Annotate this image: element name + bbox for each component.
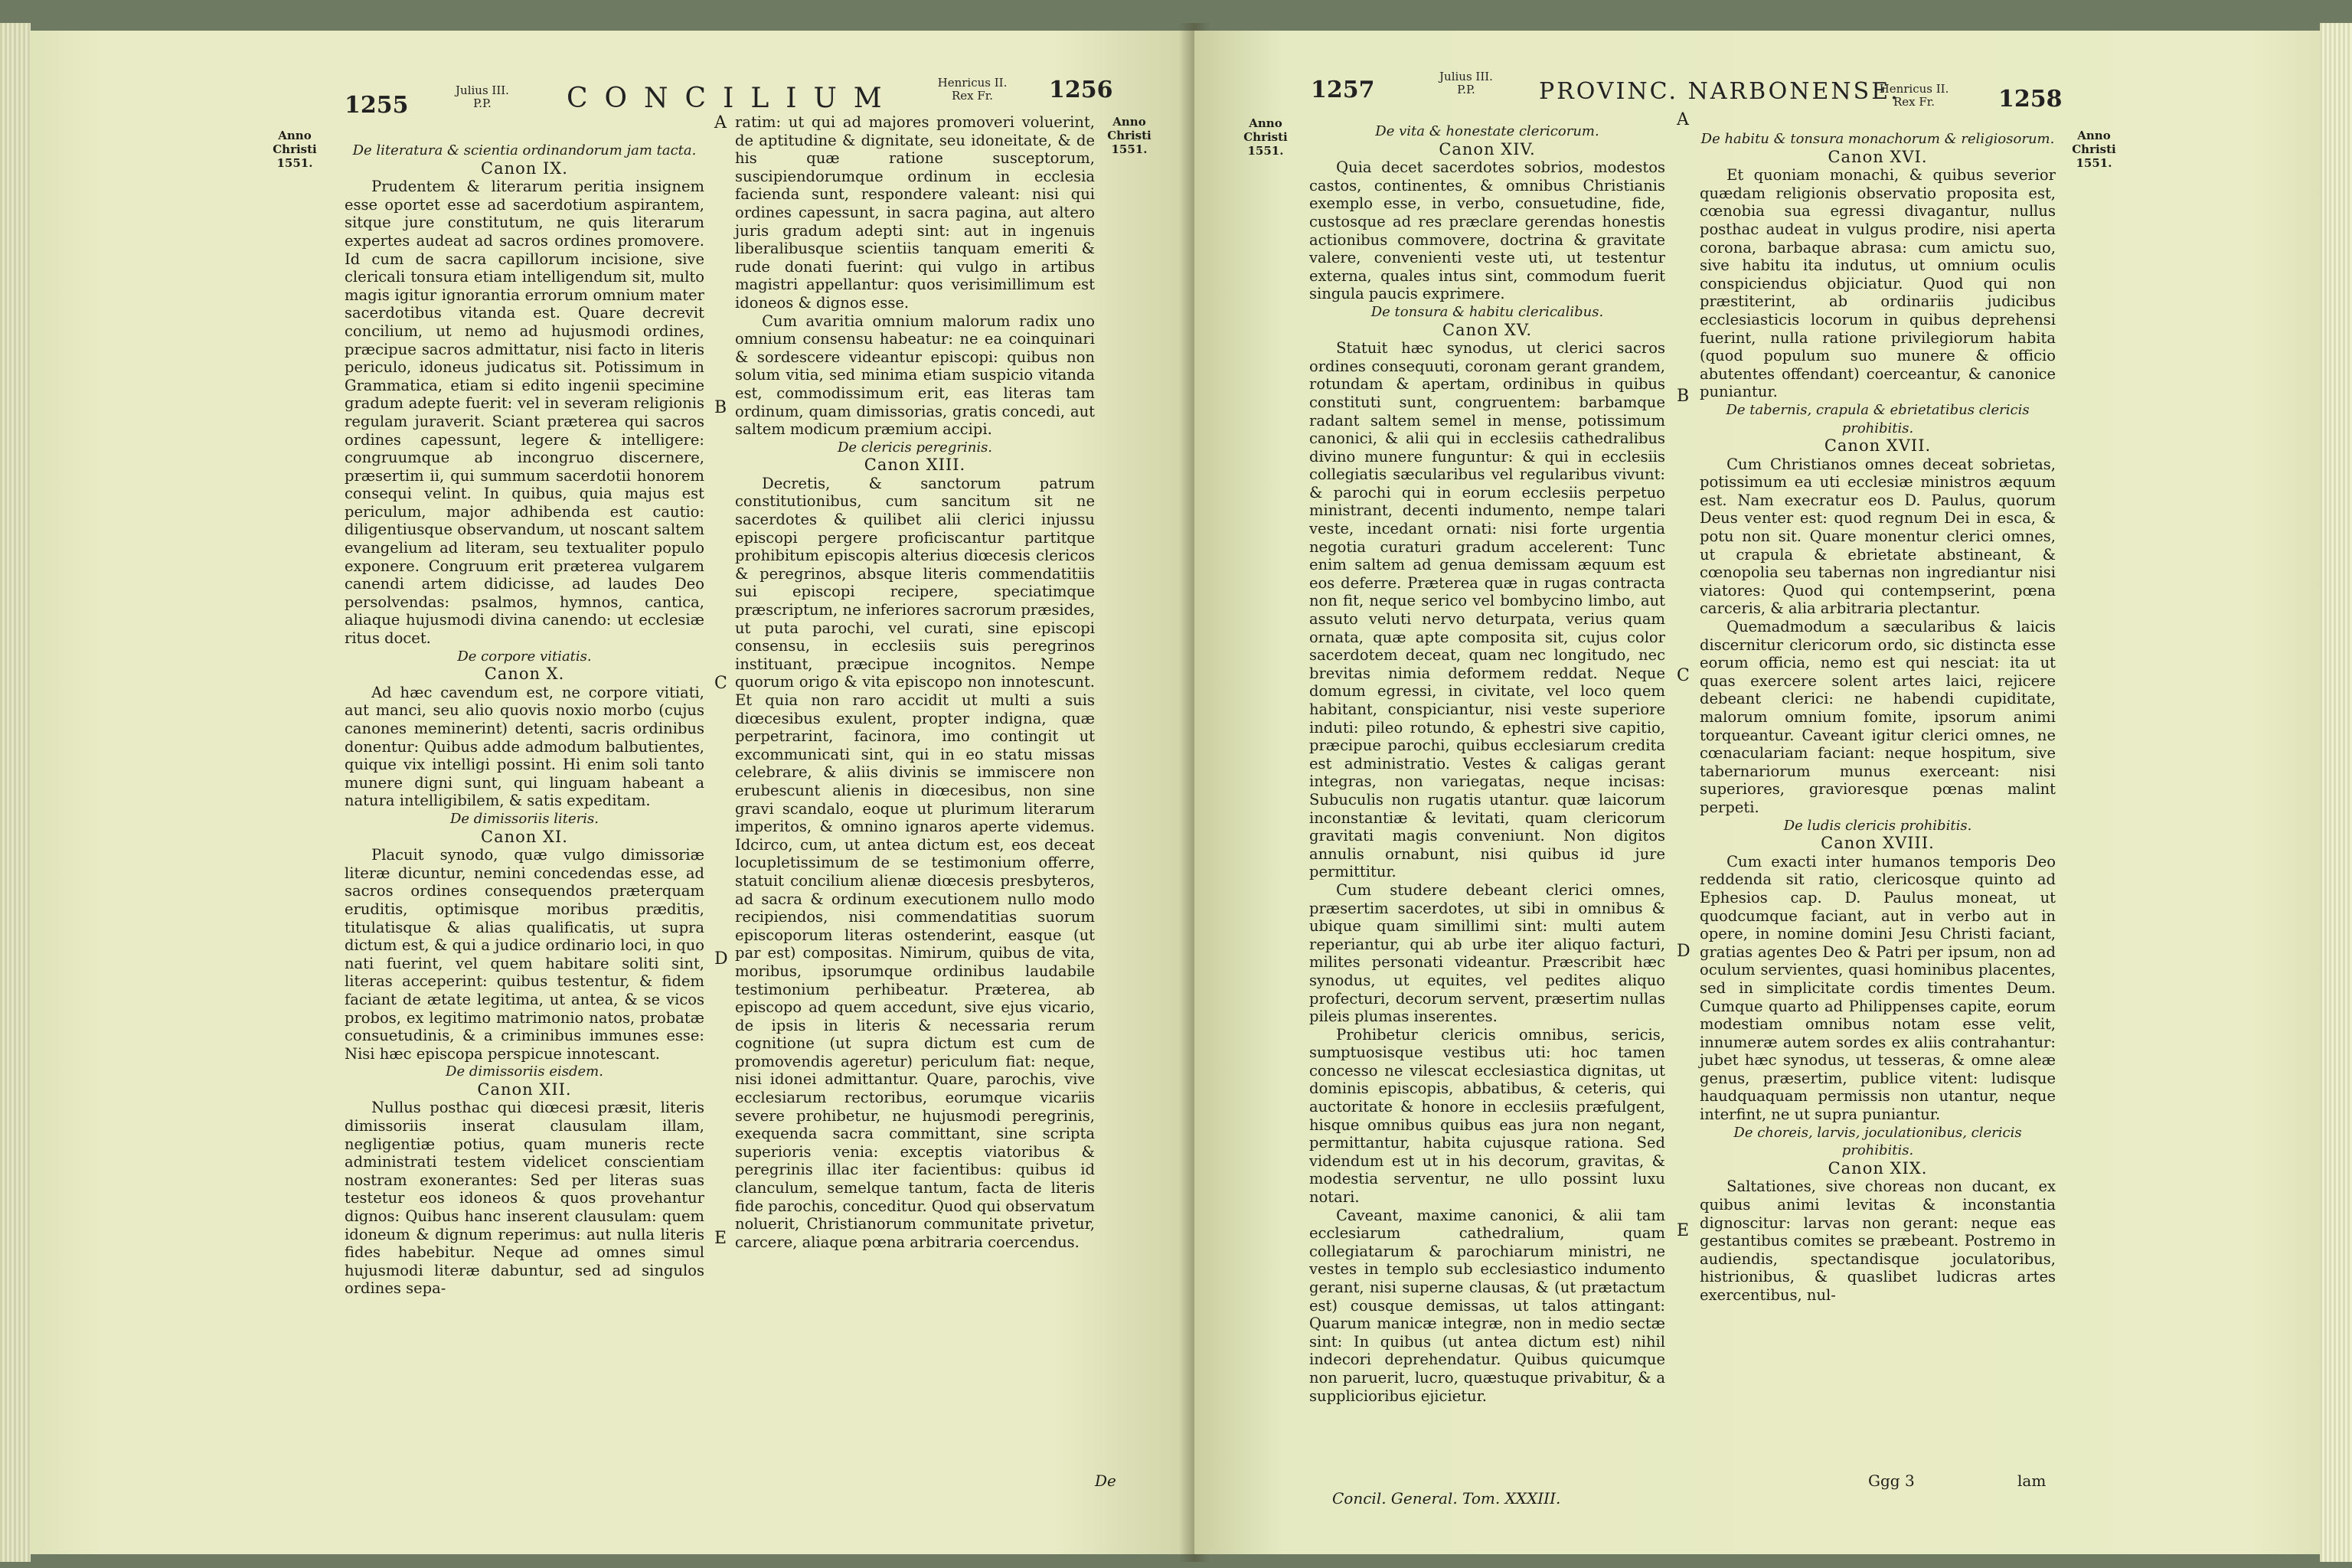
section-heading: De tonsura & habitu clericalibus. (1370, 303, 1604, 320)
paragraph: Prudentem & literarum peritia insignem esse oportet esse ad sacerdotium aspirantem, sitque jure constitutum, ne quis literarum expertes audeat ad sacros ordines promovere. Id cum de sacra capillorum incisione, sive clericali tonsura etiam intelligendum sit, multo magis igitur ignorantia errorum omnium mater sacerdotibus vitanda est. Quare decrevit concilium, ut nemo ad hujusmodi ordines, præcipue sacros admittatur, nisi facto in literis periculo, idoneus judicatus sit. Potissimum in Grammatica, etiam si edito ingenii specimine gradum adepte fuerit: vel in severam religionis regulam juraverit. Sciant præterea qui sacros ordines capessunt, legere & intelligere: congruumque ab incongruo discernere, præsertim ii, qui summum sacerdotii honorem consequi velint. In quibus, quia majus est periculum, major adhibenda est cautio: diligentiusque observandum, ut noscant saltem evangelium ad literam, seu textualiter populo exponere. Congruum erit præterea vulgarem canendi artem didicisse, ad laudes Deo persolvendas: psalmos, hymnos, cantica, aliaque hujusmodi divina canendo: ut ecclesiæ ritus docet. (345, 178, 704, 648)
canon-number: Canon XI. (481, 827, 568, 846)
signature-mark: Ggg 3 (1868, 1472, 1915, 1490)
running-title: CONCILIUM (567, 83, 899, 114)
right-page (1194, 31, 2320, 1554)
section-heading: De tabernis, crapula & ebrietatibus clericis prohibitis. (1726, 401, 2030, 436)
paragraph: Decretis, & sanctorum patrum constitutionibus, cum sancitum sit ne sacerdotes & quilibet alii clerici injussu episcopi pergere proficiscantur partitque prohibitum episcopis alterius diœcesis clericos & peregrinos, absque literis commendatitiis sui episcopi recipere, speciatimque præscriptum, ne inferiores sacrorum præsides, ut puta parochi, vel curati, sine episcopi consensu, in ecclesiis suis peregrinos instituant, præcipue incognitos. Nempe quorum origo & vita episcopo non innotescunt. Et quia non raro accidit ut multi a suis diœcesibus exulent, propter indigna, quæ perpetrarint, facinora, imo contingit ut excommunicati sint, qui in eo statu missas celebrare, & aliis divinis se immiscere non erubescunt alienis in diœcesibus, non sine gravi scandalo, eoque ut plurimum literarum imperitos, & omnino ignaros aperte videmus. Idcirco, cum, ut antea dictum est, eos deceat locupletissimum de se testimonium offerre, statuit concilium alienæ diœcesis presbyteros, ad sacra & ordinum executionem nullo modo recipiendos, nisi commendatitias suorum episcoporum literas ostenderint, easque (ut par est) compositas. Nimirum, quibus de vita, moribus, ipsorumque ordinibus laudabile testimonium perhibeatur. Præterea, ab episcopo ad quem accedunt, sive ejus vicario, de ipsis in literis & necessaria rerum cognitione (ut supra dictum est cum de promovendis ageretur) periculum fiat: neque, nisi idonei admittantur. Quare, parochis, vive ecclesiarum rectoribus, eorumque vicariis severe prohibetur, ne hujusmodi peregrinis, exequenda sacra committant, sine scripta superioris venia: exceptis viatoribus & peregrinis illac iter facientibus: quibus id clanculum, semelque tantum, facta de literis fide parochis, conceditur. Quod qui observatum noluerit, Christianorum communitate privetur, carcere, aliaque pœna arbitraria coercendus. (735, 474, 1095, 1251)
section-letter: B (1677, 387, 1690, 406)
section-letter: B (714, 398, 727, 417)
section-heading: De dimissoriis literis. (449, 810, 599, 827)
section-heading: De corpore vitiatis. (457, 648, 592, 665)
header-king: Henricus II. Rex Fr. (1879, 82, 1949, 109)
paragraph: Quia decet sacerdotes sobrios, modestos castos, continentes, & omnibus Christianis exemplo esse, in verbo, consuetudine, fide, custosque ad res præclare gerendas honestis actionibus commovere, doctrina & gravitate valere, convenienti veste uti, ut testentur externa, quales intus sint, commodum fuerit singula paucis exprimere. (1309, 158, 1665, 303)
canon-number: Canon IX. (481, 158, 568, 178)
header-king: Henricus II. Rex Fr. (937, 76, 1008, 103)
section-letter: A (714, 113, 727, 132)
paragraph: Cum exacti inter humanos temporis Deo reddenda sit ratio, clericosque quinto ad Ephesios cap. D. Paulus moneat, ut quodcumque faciant, aut in verbo aut in opere, in nomine domini Jesu Christi faciant, gratias agentes Deo & Patri per ipsum, non ad oculum servientes, quasi hominibus placentes, sed in simplicitate cordis timentes Deum. Cumque quarto ad Philippenses capite, eorum modestiam omnibus notam esse velit, innumeræ autem sordes ex aliis contrahantur: jubet hæc synodus, ut tesseras, & omne aleæ genus, præsertim, publice vitent: ludisque haudquaquam permissis non utantur, neque interfint, ne ut supra puniantur. (1700, 852, 2056, 1124)
section-letter: D (1677, 942, 1690, 961)
running-title: PROVINC. NARBONENSE. (1539, 78, 1900, 105)
section-heading: De clericis peregrinis. (837, 439, 993, 456)
section-letter: C (1677, 666, 1690, 685)
paragraph: ratim: ut qui ad majores promoveri voluerint, de aptitudine & dignitate, seu idoneitate, & de his quæ ratione susceptorum, suscipiendorumque ordinum in ecclesia facienda sunt, respondere valeant: nisi qui ordines capessunt, in sacra pagina, aut altero juris gradum adepti sint: aut in ingenuis liberalibusque scientiis tanquam emeriti & rude donati fuerint: qui vulgo in artibus magistri appellantur: quos verisimillimum est idoneos & dignos esse. (735, 113, 1095, 312)
canon-number: Canon XVII. (1824, 436, 1932, 456)
paragraph: Prohibetur clericis omnibus, sericis, sumptuosisque vestibus uti: hoc tamen concesso ne vilescat ecclesiastica dignitas, ut dominis episcopis, abbatibus, & ceteris, qui auctoritate & honore in ecclesiis præfulgent, hisque omnibus quibus eas jura non negant, permittantur, habita cujusque rationa. Sed videndum est ut in his decorum, gravitas, & modestia serventur, ne ullo possint luxu notari. (1309, 1025, 1665, 1207)
paragraph: Quemadmodum a sæcularibus & laicis discernitur clericorum ordo, sic distincta esse eorum officia, nemo est qui nesciat: ita ut quas exercere solent artes laici, rejicere debeant clerici: ne habendi cupiditate, malorum omnium fomite, ipsorum animi torqueantur. Caveant igitur clerici omnes, ne cœnaculariam faciant: neque hospitum, sive tabernariorum munus exerceant: nisi superiores, gravioresque pœnas malint perpeti. (1700, 618, 2056, 816)
paragraph: Ad hæc cavendum est, ne corpore vitiati, aut manci, seu alio quovis noxio morbo (cujus canones meminerint) detenti, sacris ordinibus donentur: Quibus adde admodum balbutientes, quique vix intelligi possint. Hi enim soli tanto munere digni sunt, qui linguam habeant a natura intelligibilem, & satis expeditam. (345, 683, 704, 810)
margin-year-note: Anno Christi 1551. (1243, 116, 1288, 158)
section-heading: De literatura & scientia ordinandorum jam tacta. (352, 142, 697, 158)
canon-number: Canon XIII. (864, 456, 966, 475)
paragraph: Et quoniam monachi, & quibus severior quædam religionis observatio proposita est, cœnobia sua egressi divagantur, nullus posthac audeat in vulgus prodire, nisi aperta corona, barbaque abrasa: cum amictu suo, sive habitu ita indutus, ut omnium oculis conspiciendus objiciatur. Quod qui non præstiterint, ab ordinariis judicibus ecclesiasticis locorum in quibus deprehensi fuerint, nulla ratione privilegiorum habita (quod populum suo munere & officio abutentes offendant) coerceantur, & canonice puniantur. (1700, 166, 2056, 401)
catchword: lam (2017, 1472, 2047, 1490)
section-letter: C (714, 674, 727, 693)
section-letter: E (1677, 1221, 1690, 1240)
section-heading: De ludis clericis prohibitis. (1783, 817, 1972, 834)
canon-number: Canon XIX. (1828, 1158, 1928, 1178)
section-heading: De choreis, larvis, joculationibus, clericis prohibitis. (1733, 1124, 2022, 1159)
paragraph: Cum avaritia omnium malorum radix uno omnium consensu habeatur: ne ea coinquinari & sordescere videantur episcopi: quibus non solum vitia, sed minima etiam suspicio vitanda est, commodissimum erit, eas literas tam ordinum, quam dimissorias, gratis concedi, aut saltem modicum præmium accipi. (735, 312, 1095, 439)
canon-number: Canon X. (484, 665, 565, 684)
margin-year-note: Anno Christi 1551. (2072, 129, 2116, 170)
canon-number: Canon XV. (1442, 320, 1533, 339)
canon-number: Canon XIV. (1439, 139, 1536, 158)
header-pope: Julius III. P.P. (1439, 70, 1493, 96)
page-number: 1255 (345, 92, 409, 119)
page-edges-left (0, 23, 31, 1562)
page-edges-right (2320, 23, 2352, 1562)
header-pope: Julius III. P.P. (456, 83, 509, 110)
text-column-1 (345, 142, 704, 1298)
paragraph: Caveant, maxime canonici, & alii tam ecclesiarum cathedralium, quam collegiatarum & parochiarum ministri, ne vestes in templo sub ecclesiastico indumento gerant, nisi superne clausas, & (ut prætactum est) cousque demissas, ut talos attingant: Quarum manicæ integræ, non in medio sectæ sint: In quibus (ut antea dictum est) nihil indecori deprehendatur. Quibus quicumque non paruerit, lucro, quæstuque privabitur, & a supplicioribus ejicietur. (1309, 1206, 1665, 1405)
section-heading: De vita & honestate clericorum. (1375, 123, 1599, 139)
footer-volume: Concil. General. Tom. XXXIII. (1332, 1489, 1561, 1508)
canon-number: Canon XII. (477, 1080, 572, 1099)
paragraph: Placuit synodo, quæ vulgo dimissoriæ literæ dicuntur, nemini concedendas esse, ad sacros ordines consequendos præterquam eruditis, optimisque moribus præditis, titulatisque & alias qualificatis, ut supra dictum est, & qui a judice ordinario loci, in quo nati fuerint, vel quem habitare soliti sint, literas acceperint: quibus testentur, & fidem faciant de ætate legitima, ut antea, & se vicos probos, ex legitimo matrimonio natos, probatæ consuetudinis, & a criminibus immunes esse: Nisi hæc episcopa perspicue innotescant. (345, 846, 704, 1063)
paragraph: Statuit hæc synodus, ut clerici sacros ordines consequuti, coronam gerant grandem, rotundam & apertam, ordinibus in quibus constituti sunt, congruentem: barbamque radant saltem semel in mense, potissimum canonici, & alii qui in ecclesiis cathedralibus divino munere funguntur: & qui in ecclesiis collegiatis sæcularibus vel regularibus vivunt: & parochi qui in eorum ecclesiis perpetuo ministrant, decenti indumento, nempe talari veste, incedant ornati: nisi forte urgentia negotia curaturi gradum accelerent: Tunc enim saltem ad genua demissam æquum est eos deferre. Præterea quæ in rugas contracta non fit, neque serico vel bombycino limbo, aut assuto veluti nervo deturpata, verius quam ornata, quæ apte composita sit, cujus color sacerdotem deceat, quam nec longitudo, nec brevitas nimia deformem reddat. Neque domum egressi, in civitate, vel loco quem habitant, conspiciantur, nisi veste superiore induti: pileo rotundo, & ephestri sive capitio, præcipue parochi, quibus ecclesiarum credita est administratio. Vestes & caligas gerant integras, non variegatas, neque incisas: Subuculis non rugatis utantur. quæ laicorum inconstantiæ & levitati, quam clericorum gravitati magis conveniunt. Non digitos annulis ornabunt, nisi quibus id jure permittitur. (1309, 339, 1665, 881)
paragraph: Cum Christianos omnes deceat sobrietas, potissimum ea uti ecclesiæ ministros æquum est. Nam execratur eos D. Paulus, quorum Deus venter est: quod regnum Dei in esca, & potu non sit. Quare monentur clerici omnes, ut crapula & ebrietate abstineant, & cœnopolia seu tabernas non ingrediantur nisi viatores: Quod qui contempserint, pœna carceris, & alia arbitraria plectantur. (1700, 455, 2056, 618)
margin-year-note: Anno Christi 1551. (1107, 115, 1152, 156)
page-number: 1257 (1311, 77, 1375, 103)
paragraph: Saltationes, sive choreas non ducant, ex quibus animi levitas & inconstantia dignoscitur: larvas non gerant: neque eas gestantibus comites se præbeant. Postremo in audiendis, spectandisque joculatoribus, histrionibus, & quaslibet ludicras artes exercentibus, nul- (1700, 1178, 2056, 1304)
section-letter: D (714, 949, 728, 969)
section-letter: E (714, 1229, 727, 1248)
page-number: 1256 (1049, 77, 1113, 103)
text-column-2 (1700, 130, 2056, 1305)
section-heading: De dimissoriis eisdem. (446, 1063, 603, 1080)
paragraph: Nullus posthac qui diœcesi præsit, literis dimissoriis inserat clausulam illam, negligentiæ potius, quam muneris recte administrati testem videlicet conscientiam nostram exonerantes: Sed per literas suas testetur eos idoneos & quos provehantur dignos: Quibus hanc inserent clausulam: quem idoneum & dignum reperimus: aut nulla literis fides habebitur. Neque ad omnes simul hujusmodi literæ dabuntur, sed ad singulos ordines sepa- (345, 1099, 704, 1298)
paragraph: Cum studere debeant clerici omnes, præsertim sacerdotes, ut sibi in omnibus & ubique quam simillimi sint: multi autem reperiantur, qui ab urbe iter aliquo facturi, milites personati videantur. Præscribit hæc synodus, ut equites, vel pedites aliquo profecturi, decorum servent, præsertim nullas pileis plumas inserentes. (1309, 880, 1665, 1026)
canon-number: Canon XVI. (1828, 147, 1928, 166)
text-column-1 (1309, 122, 1665, 1405)
left-page (31, 31, 1194, 1554)
section-letter: A (1677, 110, 1689, 129)
page-number: 1258 (1998, 86, 2063, 113)
section-heading: De habitu & tonsura monachorum & religiosorum. (1700, 131, 2055, 147)
margin-year-note: Anno Christi 1551. (273, 129, 317, 170)
catchword: De (1095, 1472, 1116, 1490)
canon-number: Canon XVIII. (1821, 834, 1935, 853)
text-column-2 (735, 113, 1095, 1251)
